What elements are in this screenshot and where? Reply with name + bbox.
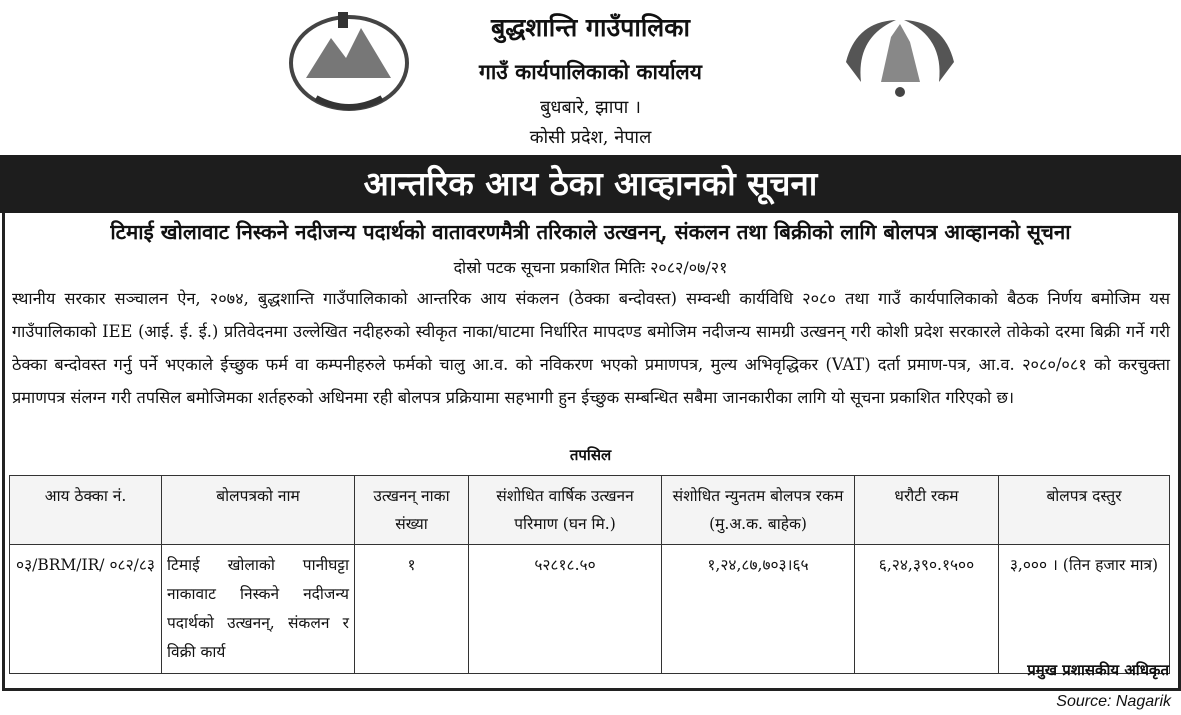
cell-tender-name: टिमाई खोलाको पानीघट्टा नाकावाट निस्कने नदीजन्य पदार्थको उत्खनन्, संकलन र विक्री कार्य [162, 545, 355, 674]
col-header: संशोधित वार्षिक उत्खनन परिमाण (घन मि.) [469, 476, 662, 545]
municipality-name: बुद्धशान्ति गाउँपालिका [491, 13, 690, 42]
province: कोसी प्रदेश, नेपाल [529, 127, 652, 148]
cell-site-count: १ [355, 545, 469, 674]
col-header: बोलपत्र दस्तुर [999, 476, 1170, 545]
cell-min-bid: १,२४,८७,७०३।६५ [662, 545, 855, 674]
cell-fee: ३,००० । (तिन हजार मात्र) [999, 545, 1170, 674]
cell-deposit: ६,२४,३९०.१५०० [855, 545, 999, 674]
col-header: आय ठेक्का नं. [10, 476, 162, 545]
publish-date: दोस्रो पटक सूचना प्रकाशित मितिः २०८२/०७/२१ [453, 258, 728, 277]
col-header: संशोधित न्युनतम बोलपत्र रकम (मु.अ.क. बाहेक) [662, 476, 855, 545]
notice-body: स्थानीय सरकार सञ्चालन ऐन, २०७४, बुद्धशान्ति गाउँपालिकाको आन्तरिक आय संकलन (ठेक्का बन्दोवस्त) सम्वन्धी कार्यविधि २०८० तथा गाउँ कार्यपालिकाको बैठक निर्णय बमोजिम यस गाउँपालिकाको IEE (आई. ई. ई.) प्रतिवेदनमा उल्लेखित नदीहरुको स्वीकृत नाका/घाटमा निर्धारित मापदण्ड बमोजिम नदीजन्य सामग्री उत्खनन् गरी कोशी प्रदेश सरकारले तोकेको दरमा बिक्री गर्ने गरी ठेक्का बन्दोवस्त गर्नु पर्ने भएकाले ईच्छुक फर्म वा कम्पनीहरुले फर्मको चालु आ.व. को नविकरण भएको प्रमाणपत्र, मुल्य अभिवृद्धिकर (VAT) दर्ता प्रमाण-पत्र, आ.व. २०८०/०८१ को करचुक्ता प्रमाणपत्र संलग्न गरी तपसिल बमोजिमका शर्तहरुको अधिनमा रही बोलपत्र प्रक्रियामा सहभागी हुन ईच्छुक सम्बन्धित सबैमा जानकारीका लागि यो सूचना प्रकाशित गरिएको छ। [12, 289, 1170, 407]
cell-quantity: ५२८१८.५० [469, 545, 662, 674]
letterhead [0, 0, 1181, 155]
notice-title-banner: आन्तरिक आय ठेका आव्हानको सूचना [0, 155, 1181, 213]
office-name: गाउँ कार्यपालिकाको कार्यालय [479, 59, 702, 84]
col-header: धरौटी रकम [855, 476, 999, 545]
signatory: प्रमुख प्रशासकीय अधिकृत [1027, 661, 1169, 679]
notice-subtitle: टिमाई खोलावाट निस्कने नदीजन्य पदार्थको वातावरणमैत्री तरिकाले उत्खनन्, संकलन तथा बिक्रीको लागि बोलपत्र आव्हानको सूचना [110, 220, 1071, 244]
col-header: उत्खनन् नाका संख्या [355, 476, 469, 545]
table-header-row [10, 476, 1170, 545]
col-header: बोलपत्रको नाम [162, 476, 355, 545]
cell-contract-no: ०३/BRM/IR/ ०८२/८३ [10, 545, 162, 674]
details-table [9, 475, 1170, 674]
source-credit: Source: Nagarik [1056, 693, 1171, 710]
table-row [10, 545, 1170, 674]
address: बुधबारे, झापा । [540, 97, 641, 118]
table-title: तपसिल [569, 446, 612, 464]
